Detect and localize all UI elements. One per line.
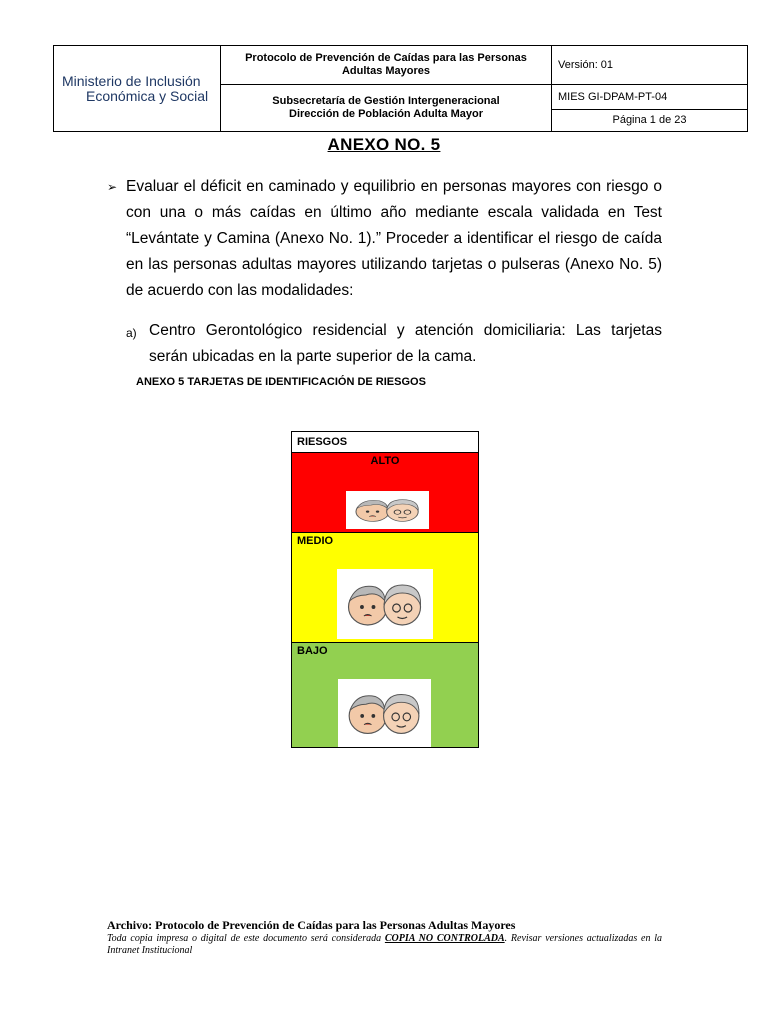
item-a-marker: a) [126, 326, 137, 340]
risk-label-medio: MEDIO [297, 535, 334, 547]
item-a-text: Centro Gerontológico residencial y atención domiciliaria: Las tarjetas serán ubicadas en la parte superior de la cama. [149, 322, 662, 365]
logo-line-2: Económica y Social [86, 87, 209, 104]
annex-title: ANEXO NO. 5 [327, 135, 441, 154]
elderly-couple-icon [337, 569, 433, 639]
risk-label-bajo: BAJO [297, 645, 328, 657]
document-header [53, 45, 748, 132]
risk-cards-table [291, 431, 479, 748]
direccion-text: Dirección de Población Adulta Mayor [289, 108, 483, 120]
footer-note-after: . Revisar versiones actualizadas en la Intranet Institucional [107, 933, 662, 956]
department-cell [221, 85, 552, 132]
subsecretaria-text: Subsecretaría de Gestión Intergeneracional [272, 95, 500, 107]
risk-card-alto [292, 453, 478, 533]
footer-note-before: Toda copia impresa o digital de este documento será considerada [107, 933, 382, 944]
risk-header: RIESGOS [292, 432, 478, 453]
main-paragraph: Evaluar el déficit en caminado y equilibrio en personas mayores con riesgo o con una o más caídas en último año mediante escala validada en Test “Levántate y Camina (Anexo No. 1).” Proceder a identificar el riesgo de caída en las personas adultas mayores utilizando tarjetas o pulseras (Anexo No. 5) de acuerdo con las modalidades: [126, 178, 662, 299]
protocol-title: Protocolo de Prevención de Caídas para las Personas Adultas Mayores [221, 46, 552, 85]
document-footer [107, 918, 662, 957]
footer-archive-title: Protocolo de Prevención de Caídas para las Personas Adultas Mayores [155, 918, 516, 932]
version-label: Versión: 01 [552, 46, 748, 85]
elderly-couple-icon [346, 491, 429, 529]
footer-note [107, 933, 662, 957]
arrow-bullet-icon: ➢ [107, 180, 118, 194]
ministry-logo [54, 74, 220, 104]
logo-cell [54, 46, 221, 132]
elderly-couple-icon [338, 679, 431, 747]
footer-note-uncontrolled: COPIA NO CONTROLADA [384, 933, 505, 944]
logo-line-1: Ministerio de Inclusión [62, 72, 201, 89]
footer-archive-line [107, 918, 662, 933]
cards-heading: ANEXO 5 TARJETAS DE IDENTIFICACIÓN DE RIESGOS [136, 376, 426, 388]
risk-label-alto: ALTO [370, 455, 400, 467]
document-code: MIES GI-DPAM-PT-04 [552, 85, 748, 110]
page-number: Página 1 de 23 [552, 110, 748, 132]
footer-archive-label: Archivo: [107, 918, 153, 932]
risk-card-bajo [292, 643, 478, 747]
risk-card-medio [292, 533, 478, 643]
